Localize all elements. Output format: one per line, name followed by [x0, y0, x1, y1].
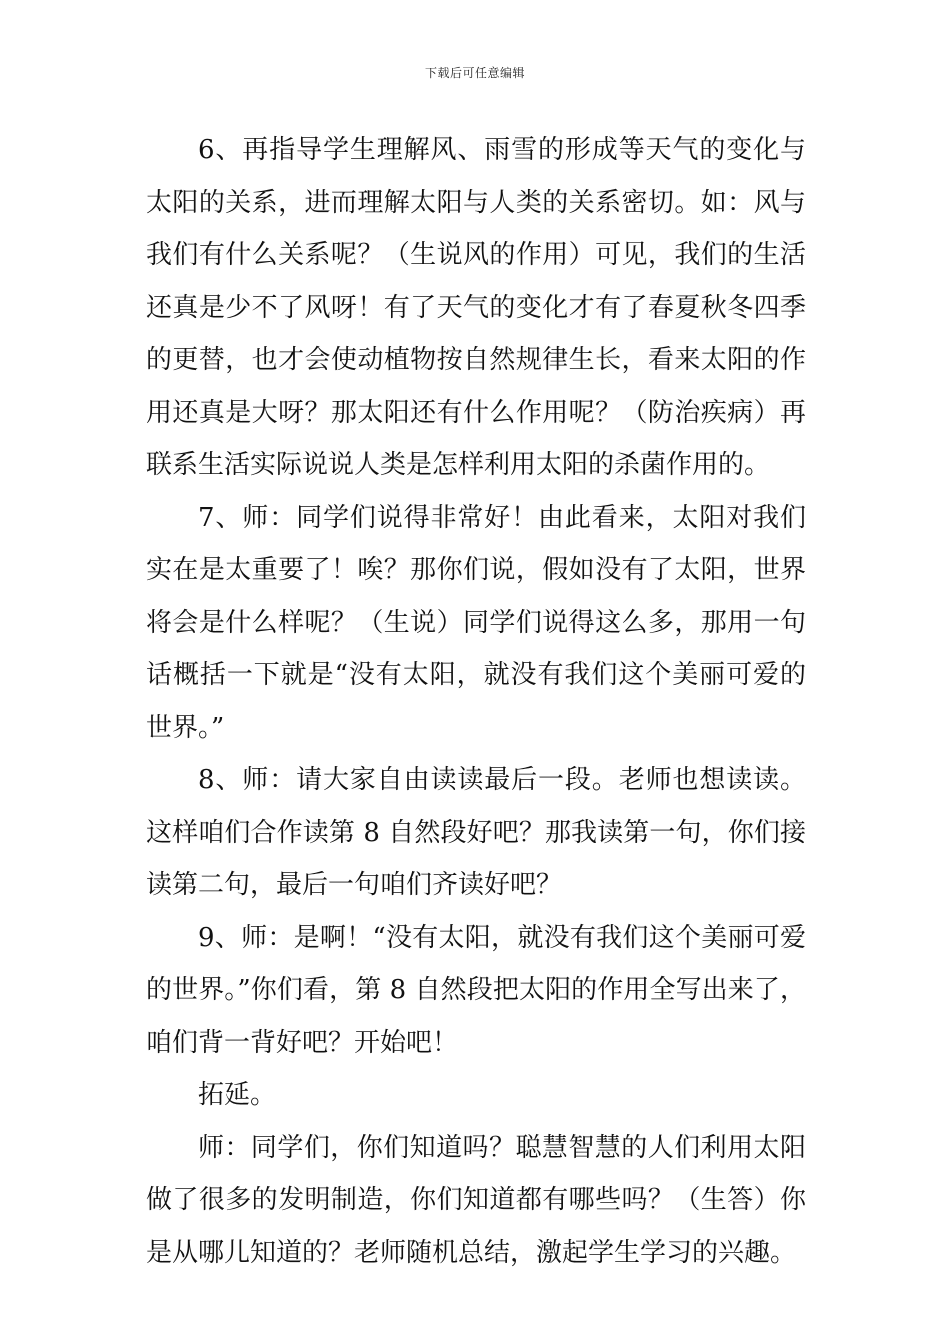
paragraph-9: 9、师：是啊！“没有太阳，就没有我们这个美丽可爱的世界。”你们看，第 8 自然段把太阳的作用全写出来了，咱们背一背好吧？开始吧！: [146, 922, 806, 1058]
paragraph-6: 6、再指导学生理解风、雨雪的形成等天气的变化与太阳的关系，进而理解太阳与人类的关系密切。如：风与我们有什么关系呢？（生说风的作用）可见，我们的生活还真是少不了风呀！有了天气的变化才有了春夏秋冬四季的更替，也才会使动植物按自然规律生长，看来太阳的作用还真是大呀？那太阳还有什么作用呢？（防治疾病）再联系生活实际说说人类是怎样利用太阳的杀菌作用的。: [146, 135, 806, 480]
paragraph-teacher-closing: 师：同学们，你们知道吗？聪慧智慧的人们利用太阳做了很多的发明制造，你们知道都有哪些吗？（生答）你是从哪儿知道的？老师随机总结，激起学生学习的兴趣。: [146, 1132, 806, 1268]
paragraph-extension-heading: 拓延。: [198, 1080, 277, 1110]
paragraph-8: 8、师：请大家自由读读最后一段。老师也想读读。这样咱们合作读第 8 自然段好吧？那我读第一句，你们接读第二句，最后一句咱们齐读好吧？: [146, 765, 806, 900]
page-header-note: 下载后可任意编辑: [424, 66, 525, 80]
document-body: [146, 124, 806, 1279]
paragraph-7: 7、师：同学们说得非常好！由此看来，太阳对我们实在是太重要了！唉？那你们说，假如没有了太阳，世界将会是什么样呢？（生说）同学们说得这么多，那用一句话概括一下就是“没有太阳，就没有我们这个美丽可爱的世界。”: [146, 502, 806, 743]
